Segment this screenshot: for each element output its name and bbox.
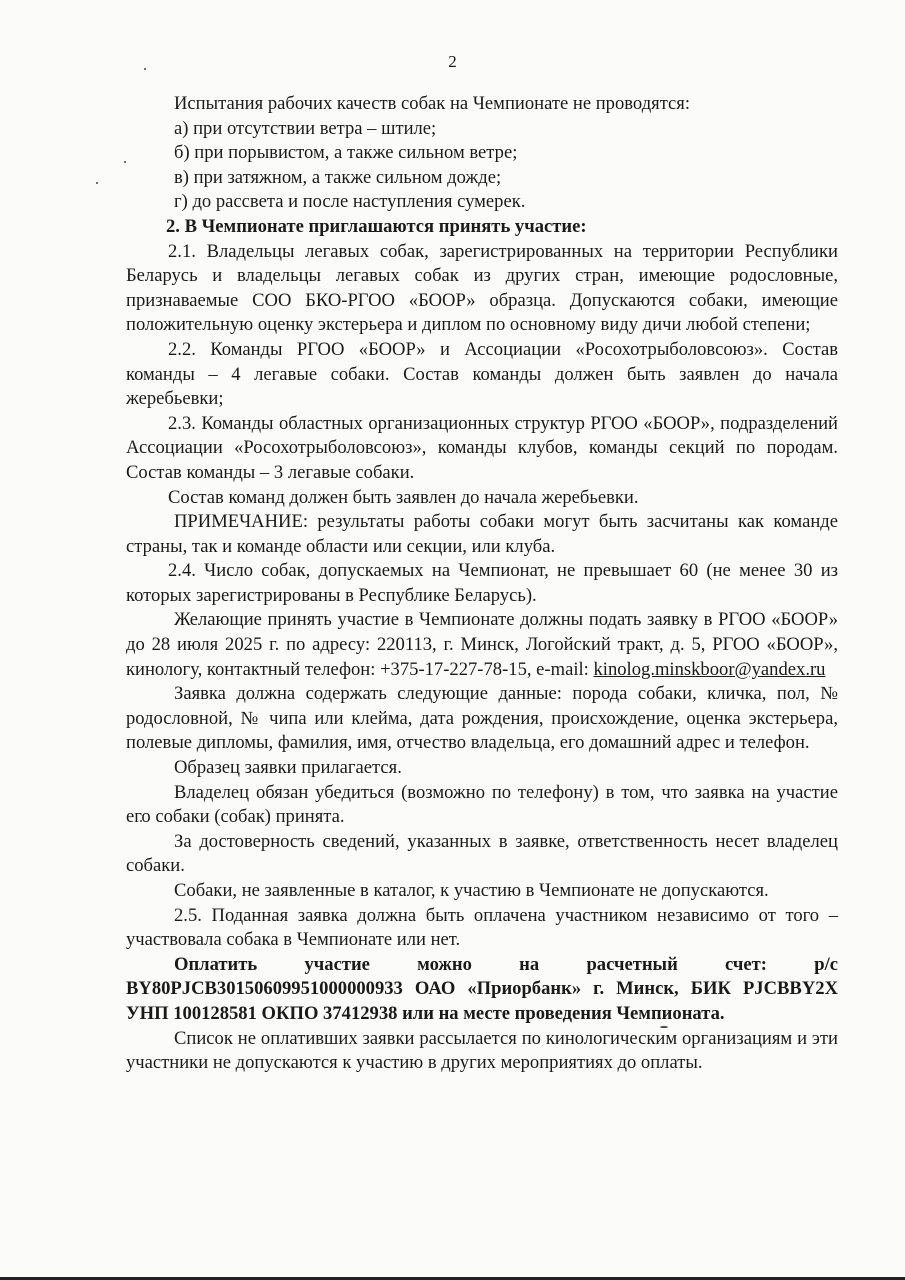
page-number: 2 (448, 52, 457, 71)
email-link[interactable]: kinolog.minskboor@yandex.ru (593, 658, 826, 680)
teams-paragraph: Состав команд должен быть заявлен до начала жеребьевки. (168, 486, 639, 508)
note-paragraph: ПРИМЕЧАНИЕ: результаты работы собаки могут быть засчитаны как команде страны, так и команде области или секции, или клуба. (126, 511, 838, 557)
section-2-heading: 2. В Чемпионате приглашаются принять участие: (166, 215, 587, 237)
condition-item: б) при порывистом, а также сильном ветре; (174, 142, 518, 164)
condition-item: а) при отсутствии ветра – штиле; (174, 117, 437, 139)
sample-paragraph: Образец заявки прилагается. (174, 757, 402, 779)
scan-speck (144, 68, 146, 70)
catalog-paragraph: Собаки, не заявленные в каталог, к участию в Чемпионате не допускаются. (174, 880, 769, 901)
paragraph-2-2: 2.2. Команды РГОО «БООР» и Ассоциации «Росохотрыболовсоюз». Состав команды – 4 легавые собаки. Состав команды должен быть заявлен до начала жеребьевки; (126, 338, 838, 410)
condition-item: г) до рассвета и после наступления сумерек. (174, 191, 526, 213)
paragraph-2-4: 2.4. Число собак, допускаемых на Чемпионат, не превышает 60 (не менее 30 из которых зарегистрированы в Республике Беларусь). (126, 560, 838, 606)
paragraph-2-3: 2.3. Команды областных организационных структур РГОО «БООР», подразделений Ассоциации «Росохотрыболовсоюз», команды клубов, команды секций по породам. Состав команды – 3 легавые собаки. (126, 412, 838, 483)
paragraph-2-1: 2.1. Владельцы легавых собак, зарегистрированных на территории Республики Беларусь и владельцы легавых собак из других стран, имеющие родословные, признаваемые СОО БКО-РГОО «БООР» образца. Допускаются собаки, имеющие положительную оценку экстерьера и диплом по основному виду дичи любой степени; (126, 240, 838, 336)
application-text: Желающие принять участие в Чемпионате должны подать заявку в РГОО «БООР» до 28 июля 2025 г. по адресу: 220113, г. Минск, Логойский тракт, д. 5, РГОО «БООР», кинологу, контактный телефон: +375-17-227-78-15, e-mail: (126, 609, 838, 680)
condition-item: в) при затяжном, а также сильном дожде; (174, 166, 502, 188)
owner-paragraph: Владелец обязан убедиться (возможно по телефону) в том, что заявка на участие его собаки (собак) принята. (126, 781, 838, 828)
payment-paragraph: Оплатить участие можно на расчетный счет: р/с BY80PJCB30150609951000000933 ОАО «Приорбанк» г. Минск, БИК PJCBBY2X УНП 100128581 ОКПО 37412938 или на месте проведения Чемпионата. (126, 953, 838, 1024)
paragraph-2-5: 2.5. Поданная заявка должна быть оплачена участником независимо от того – участвовала собака в Чемпионате или нет. (126, 904, 838, 951)
conditions-intro: Испытания рабочих качеств собак на Чемпионате не проводятся: (174, 93, 691, 114)
application-contents-paragraph: Заявка должна содержать следующие данные: порода собаки, кличка, пол, № родословной, № чипа или клейма, дата рождения, происхождение, оценка экстерьера, полевые дипломы, фамилия, имя, отчество владельца, его домашний адрес и телефон. (126, 683, 838, 754)
reliability-paragraph: За достоверность сведений, указанных в заявке, ответственность несет владелец собаки. (126, 830, 838, 877)
scan-speck (96, 182, 98, 184)
unpaid-list-paragraph: Список не оплативших заявки рассылается по кинологическим организациям и эти участники не допускаются к участию в других мероприятиях до оплаты. (126, 1027, 838, 1074)
document-body (126, 92, 838, 1076)
application-paragraph (126, 608, 838, 682)
